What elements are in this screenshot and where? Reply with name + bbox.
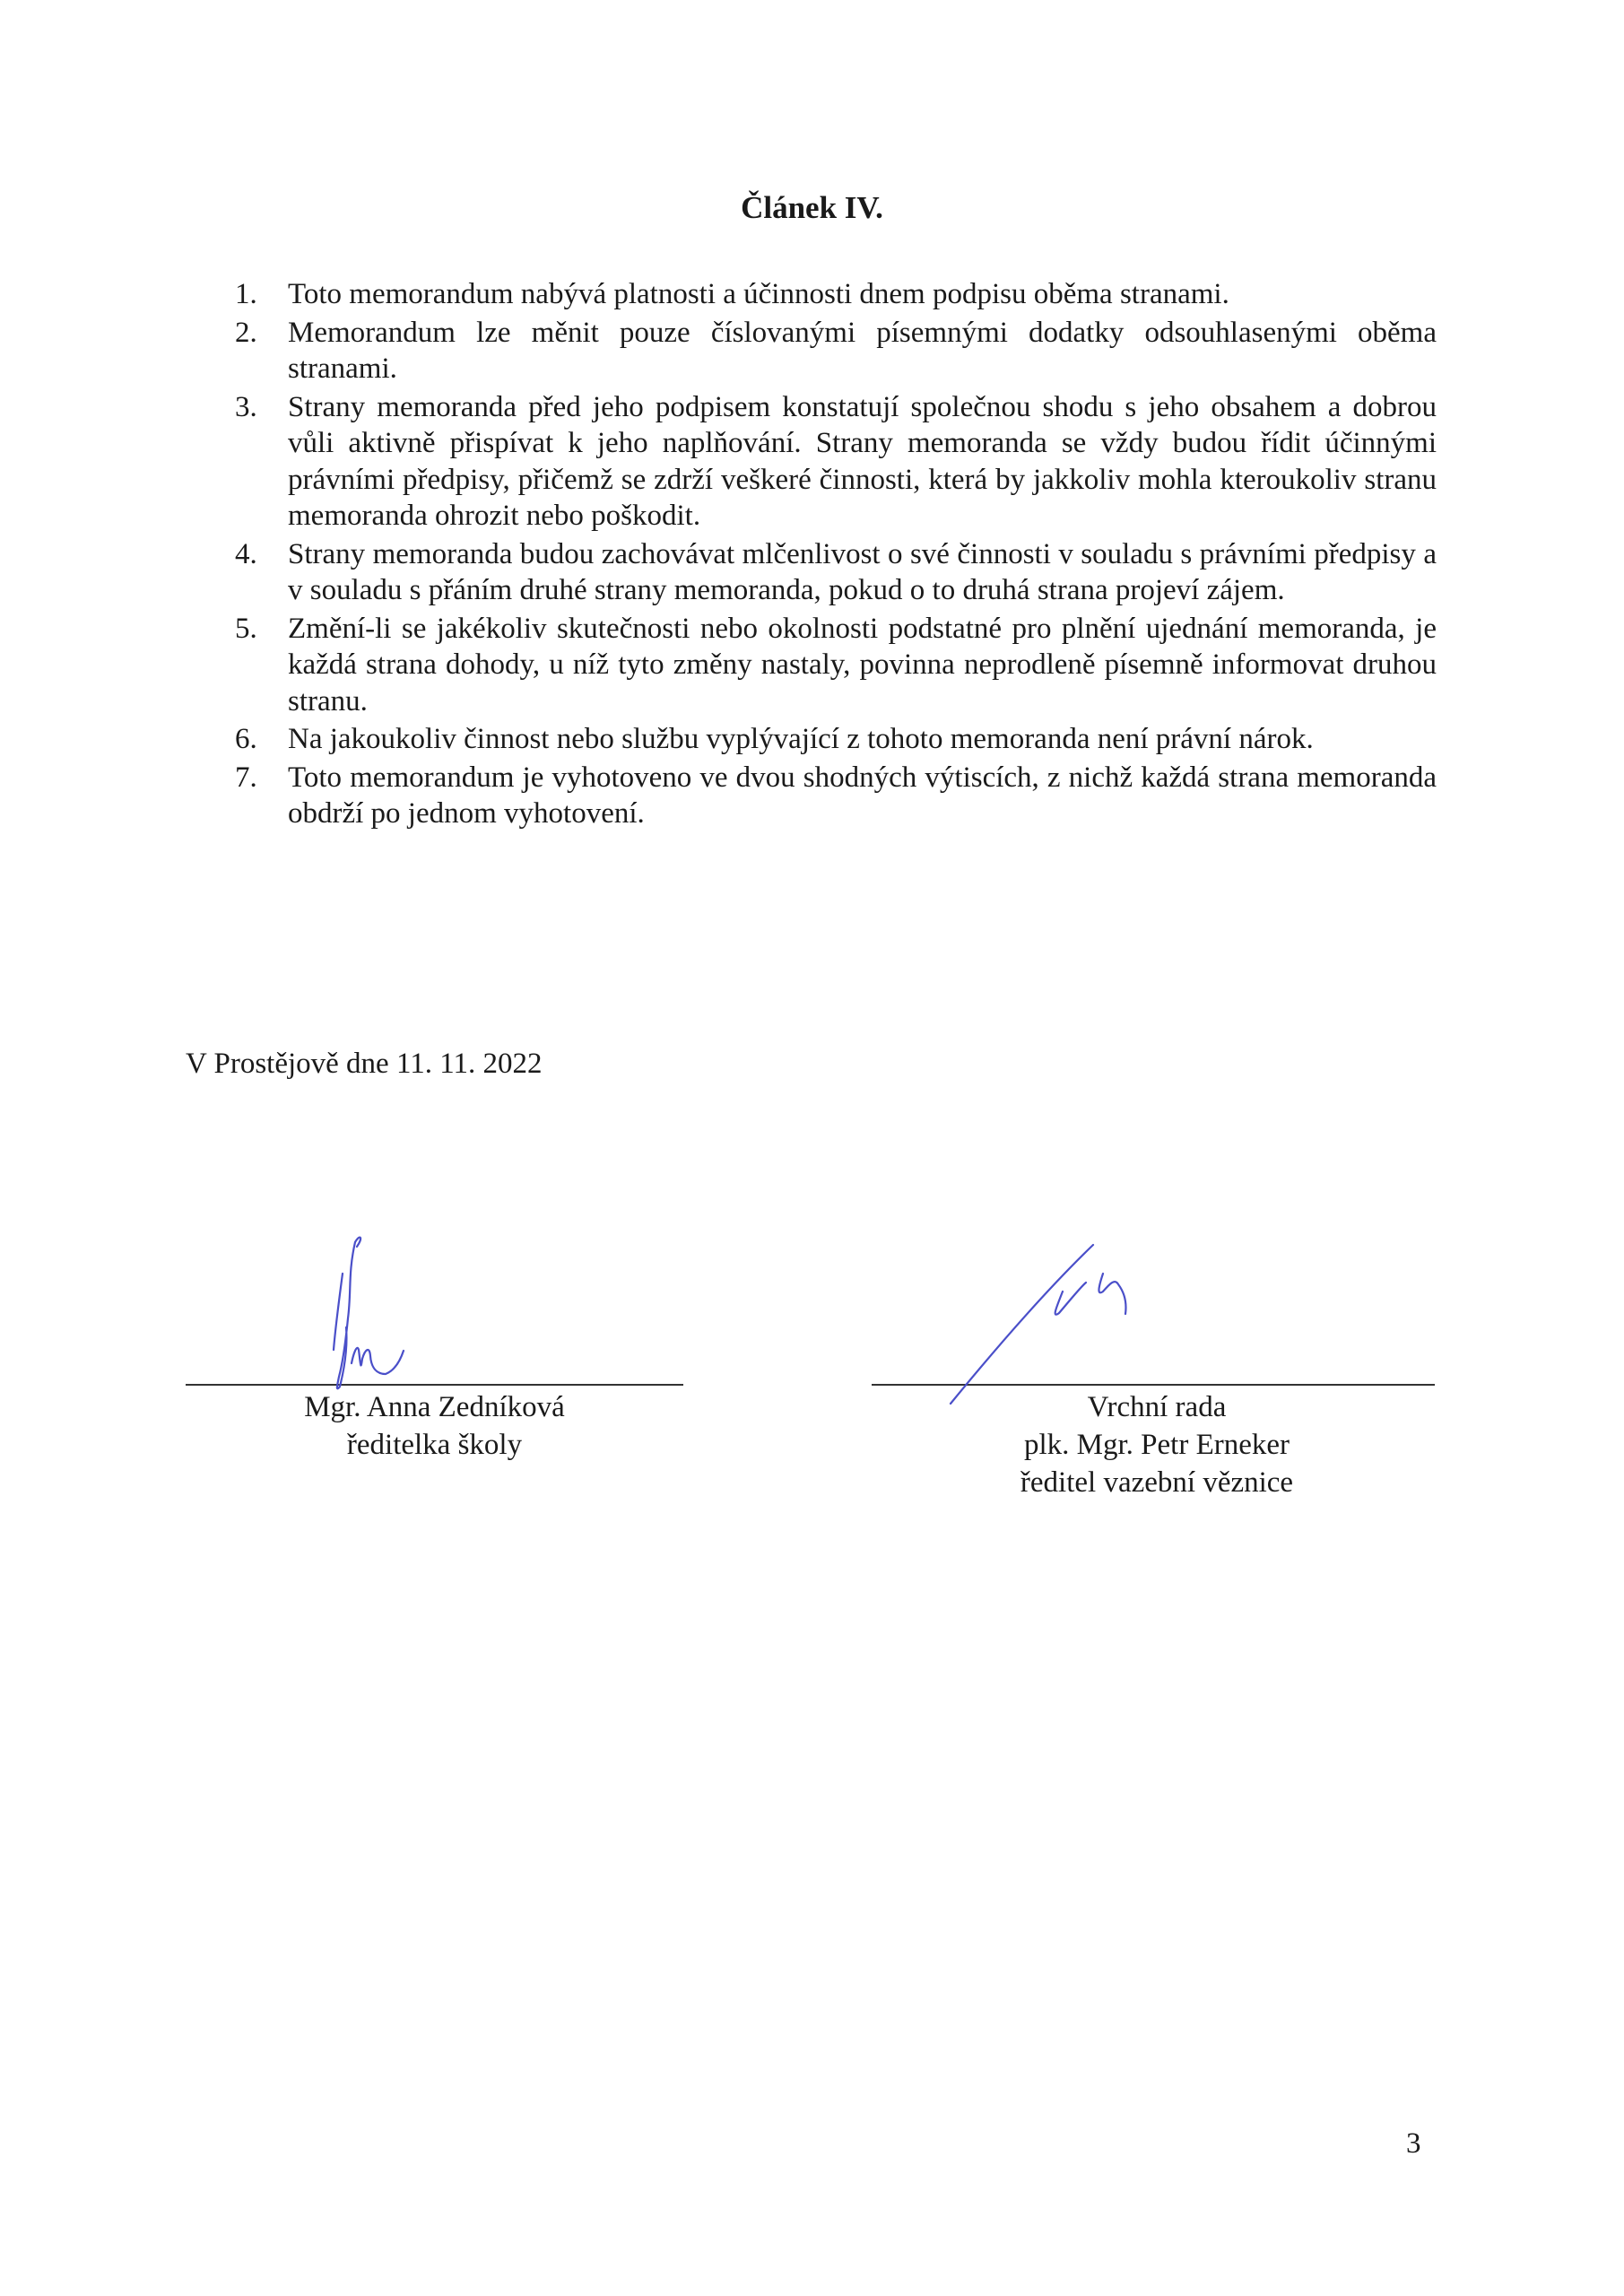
clause-number: 1.	[235, 278, 257, 310]
signatory-left	[186, 1388, 683, 1464]
clause-item	[235, 276, 1437, 313]
signatory-right-name: plk. Mgr. Petr Erneker	[1023, 1429, 1290, 1461]
clause-text: Memorandum lze měnit pouze číslovanými písemnými dodatky odsouhlasenými oběma stranami.	[288, 316, 1437, 385]
clause-number: 2.	[235, 316, 257, 349]
signatory-right-role: ředitel vazební věznice	[1020, 1466, 1294, 1499]
signatory-left-role: ředitelka školy	[346, 1429, 523, 1461]
place-and-date: V Prostějově dne 11. 11. 2022	[186, 1048, 543, 1080]
signature-left-icon	[334, 1238, 404, 1389]
signatory-left-name: Mgr. Anna Zedníková	[304, 1391, 565, 1423]
clause-item	[235, 611, 1437, 720]
clause-number: 6.	[235, 723, 257, 755]
clause-number: 3.	[235, 390, 257, 423]
clause-text: Strany memoranda budou zachovávat mlčenlivost o své činnosti v souladu s právními předpisy a v souladu s přáním druhé strany memoranda, pokud o to druhá strana projeví zájem.	[288, 537, 1437, 606]
clause-number: 5.	[235, 612, 257, 645]
article-title: Článek IV.	[741, 190, 883, 225]
clause-text: Toto memorandum je vyhotoveno ve dvou shodných výtiscích, z nichž každá strana memoranda obdrží po jednom vyhotovení.	[288, 761, 1437, 830]
signatory-right-rank: Vrchní rada	[1087, 1391, 1227, 1423]
clause-item	[235, 536, 1437, 609]
clause-text: Změní-li se jakékoliv skutečnosti nebo okolnosti podstatné pro plnění ujednání memoranda, je každá strana dohody, u níž tyto změny nastaly, povinna neprodleně písemně informovat druhou stranu.	[288, 612, 1437, 718]
signature-line-right	[872, 1384, 1435, 1386]
signature-right-icon	[951, 1245, 1126, 1404]
clause-number: 7.	[235, 761, 257, 794]
signatory-right	[901, 1388, 1412, 1501]
page-number: 3	[1406, 2127, 1421, 2160]
clause-item	[235, 721, 1437, 758]
clause-item	[235, 315, 1437, 387]
article-clauses	[235, 276, 1437, 834]
clause-item	[235, 389, 1437, 535]
signature-line-left	[186, 1384, 683, 1386]
clause-text: Strany memoranda před jeho podpisem konstatují společnou shodu s jeho obsahem a dobrou vůli aktivně přispívat k jeho naplňování. Strany memoranda se vždy budou řídit účinnými právními předpisy, přičemž se zdrží veškeré činnosti, která by jakkoliv mohla kteroukoliv stranu memoranda ohrozit nebo poškodit.	[288, 390, 1437, 532]
clause-item	[235, 760, 1437, 832]
clause-number: 4.	[235, 537, 257, 570]
clause-text: Toto memorandum nabývá platnosti a účinnosti dnem podpisu oběma stranami.	[288, 278, 1229, 310]
clause-text: Na jakoukoliv činnost nebo službu vyplývající z tohoto memoranda není právní nárok.	[288, 723, 1314, 755]
